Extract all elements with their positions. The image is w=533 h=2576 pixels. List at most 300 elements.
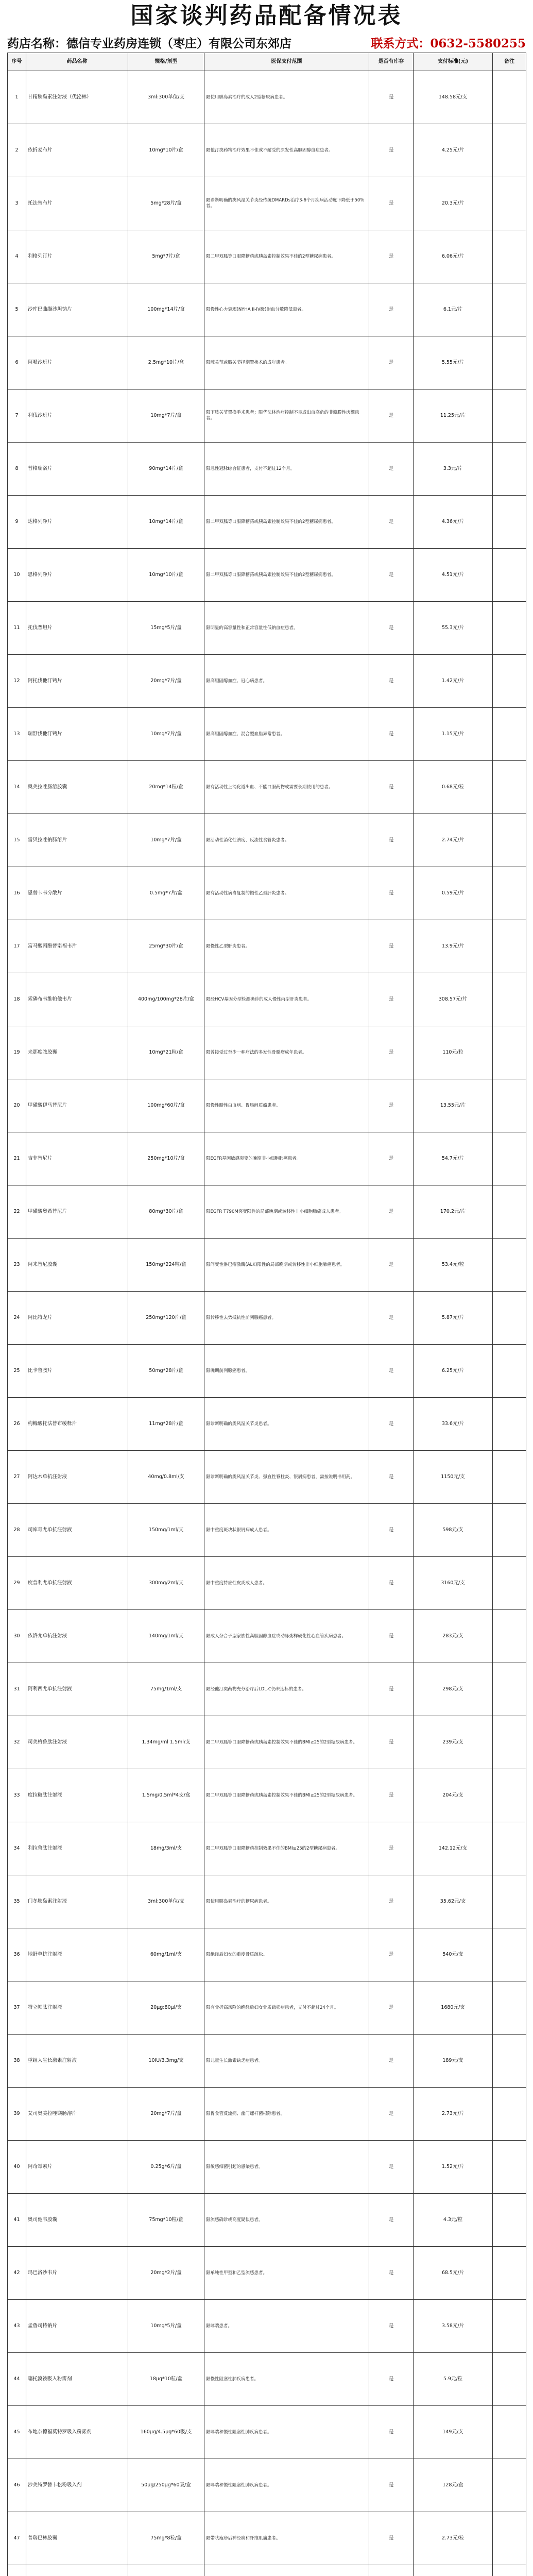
drug-name: 来那度胺胶囊 bbox=[26, 1026, 128, 1079]
stock-status: 是 bbox=[369, 1079, 414, 1132]
payment-standard: 2.74元/片 bbox=[414, 814, 493, 867]
drug-name: 枸橼酸托法替布缓释片 bbox=[26, 1398, 128, 1451]
drug-spec: 11mg*28片/盒 bbox=[128, 1398, 204, 1451]
row-note bbox=[493, 1132, 526, 1185]
table-row bbox=[8, 867, 526, 920]
row-number: 27 bbox=[8, 1451, 26, 1504]
page-title: 国家谈判药品配备情况表 bbox=[130, 3, 403, 29]
drug-spec: 75mg*8粒/盒 bbox=[128, 2512, 204, 2565]
drug-spec: 1.5mg/0.5ml*4支/盒 bbox=[128, 1769, 204, 1822]
table-row bbox=[8, 655, 526, 708]
drug-indication: 限成人杂合子型家族性高胆固醇血症或动脉粥样硬化性心血管疾病患者。 bbox=[204, 1610, 369, 1663]
row-number: 41 bbox=[8, 2194, 26, 2247]
drug-indication: 限诊断明确的类风湿关节炎、强直性脊柱炎、银屑病患者，需按说明书用药。 bbox=[204, 1451, 369, 1504]
row-number: 42 bbox=[8, 2247, 26, 2300]
drug-spec: 20mg*2片/盒 bbox=[128, 2247, 204, 2300]
row-note bbox=[493, 2088, 526, 2141]
row-number: 8 bbox=[8, 443, 26, 496]
drug-indication: 限间变性淋巴瘤激酶(ALK)阳性的局部晚期或转移性非小细胞肺癌患者。 bbox=[204, 1239, 369, 1292]
payment-standard: 3.3元/片 bbox=[414, 443, 493, 496]
table-row bbox=[8, 602, 526, 655]
payment-standard: 1.42元/片 bbox=[414, 655, 493, 708]
row-note bbox=[493, 655, 526, 708]
row-number: 21 bbox=[8, 1132, 26, 1185]
drug-name: 利伐沙班片 bbox=[26, 389, 128, 443]
drug-indication: 限二甲双胍等口服降糖药或胰岛素控制效果不佳的2型糖尿病患者。 bbox=[204, 549, 369, 602]
row-note bbox=[493, 1451, 526, 1504]
drug-name: 艾司奥美拉唑镁肠溶片 bbox=[26, 2088, 128, 2141]
drug-indication bbox=[204, 2565, 369, 2576]
drug-indication: 限慢性阻塞性肺疾病患者。 bbox=[204, 2353, 369, 2406]
drug-name: 阿比特龙片 bbox=[26, 1292, 128, 1345]
drug-spec: 10mg*7片/盒 bbox=[128, 814, 204, 867]
contact-phone: 联系方式：0632-5580255 bbox=[371, 36, 526, 50]
payment-standard: 142.12元/支 bbox=[414, 1822, 493, 1875]
row-number: 30 bbox=[8, 1610, 26, 1663]
drug-name bbox=[26, 2565, 128, 2576]
drug-name: 依洛尤单抗注射液 bbox=[26, 1610, 128, 1663]
row-note bbox=[493, 708, 526, 761]
drug-name: 甲磺酸伊马替尼片 bbox=[26, 1079, 128, 1132]
drug-spec: 10mg*7片/盒 bbox=[128, 708, 204, 761]
drug-indication: 限二甲双胍等口服降糖药或胰岛素控制效果不佳的BMI≥25的2型糖尿病患者。 bbox=[204, 1769, 369, 1822]
row-note bbox=[493, 2141, 526, 2194]
drug-spec: 10mg*10片/盒 bbox=[128, 549, 204, 602]
payment-standard: 204元/支 bbox=[414, 1769, 493, 1822]
row-number: 46 bbox=[8, 2459, 26, 2512]
drug-spec: 10mg*21粒/盒 bbox=[128, 1026, 204, 1079]
payment-standard: 1.15元/片 bbox=[414, 708, 493, 761]
stock-status: 是 bbox=[369, 496, 414, 549]
drug-indication: 限慢性髓性白血病、胃肠间质瘤患者。 bbox=[204, 1079, 369, 1132]
stock-status: 是 bbox=[369, 2141, 414, 2194]
row-number: 31 bbox=[8, 1663, 26, 1716]
table-row bbox=[8, 1557, 526, 1610]
table-row bbox=[8, 230, 526, 283]
stock-status bbox=[369, 2565, 414, 2576]
row-note bbox=[493, 920, 526, 973]
payment-standard: 2.73元/片 bbox=[414, 2088, 493, 2141]
row-number: 33 bbox=[8, 1769, 26, 1822]
drug-spec: 150mg/1ml/支 bbox=[128, 1504, 204, 1557]
row-number: 13 bbox=[8, 708, 26, 761]
table-row bbox=[8, 2300, 526, 2353]
drug-spec: 25mg*30片/盒 bbox=[128, 920, 204, 973]
drug-name: 阿利西尤单抗注射液 bbox=[26, 1663, 128, 1716]
table-row bbox=[8, 1504, 526, 1557]
drug-indication: 限单纯性甲型和乙型流感患者。 bbox=[204, 2247, 369, 2300]
drug-indication: 限经HCV基因分型检测确诊的成人慢性丙型肝炎患者。 bbox=[204, 973, 369, 1026]
drug-indication: 限绝经后妇女的重度骨质疏松。 bbox=[204, 1928, 369, 1981]
drug-spec: 1.34mg/ml 1.5ml/支 bbox=[128, 1716, 204, 1769]
drug-name: 恩替卡韦分散片 bbox=[26, 867, 128, 920]
table-row bbox=[8, 920, 526, 973]
table-row bbox=[8, 1026, 526, 1079]
table-row bbox=[8, 2565, 526, 2576]
drug-indication: 限下肢关节置换手术患者；限华法林治疗控制不良或出血高危的非瓣膜性房颤患者。 bbox=[204, 389, 369, 443]
row-number: 6 bbox=[8, 336, 26, 389]
drug-name: 阿奇霉素片 bbox=[26, 2141, 128, 2194]
drug-spec: 18mg/3ml/支 bbox=[128, 1822, 204, 1875]
header-spec: 规格/剂型 bbox=[128, 53, 204, 71]
payment-standard: 5.9元/粒 bbox=[414, 2353, 493, 2406]
row-note bbox=[493, 1398, 526, 1451]
drug-spec: 400mg/100mg*28片/盒 bbox=[128, 973, 204, 1026]
stock-status: 是 bbox=[369, 1875, 414, 1928]
payment-standard: 53.4元/粒 bbox=[414, 1239, 493, 1292]
row-number: 24 bbox=[8, 1292, 26, 1345]
drug-name: 奥司他韦胶囊 bbox=[26, 2194, 128, 2247]
stock-status: 是 bbox=[369, 973, 414, 1026]
pharmacy-name: 药店名称：德信专业药房连锁（枣庄）有限公司东郊店 bbox=[7, 36, 291, 50]
payment-standard: 5.55元/片 bbox=[414, 336, 493, 389]
stock-status: 是 bbox=[369, 761, 414, 814]
drug-name: 玛巴洛沙韦片 bbox=[26, 2247, 128, 2300]
drug-indication: 限使用胰岛素治疗的糖尿病患者。 bbox=[204, 1875, 369, 1928]
table-row bbox=[8, 177, 526, 230]
drug-spec: 3ml:300单位/支 bbox=[128, 1875, 204, 1928]
drug-indication: 限二甲双胍等口服降糖药或胰岛素控制效果不佳的BMI≥25的2型糖尿病患者。 bbox=[204, 1716, 369, 1769]
drug-spec: 75mg/1ml/支 bbox=[128, 1663, 204, 1716]
stock-status: 是 bbox=[369, 1398, 414, 1451]
stock-status: 是 bbox=[369, 655, 414, 708]
drug-indication: 限急性冠脉综合征患者，支付不超过12个月。 bbox=[204, 443, 369, 496]
drug-indication: 限有骨折高风险的绝经后妇女骨质疏松症患者，支付不超过24个月。 bbox=[204, 1981, 369, 2035]
row-note bbox=[493, 496, 526, 549]
header-no: 序号 bbox=[8, 53, 26, 71]
row-number: 12 bbox=[8, 655, 26, 708]
row-note bbox=[493, 1610, 526, 1663]
row-number: 36 bbox=[8, 1928, 26, 1981]
table-row bbox=[8, 1610, 526, 1663]
payment-standard: 6.06元/片 bbox=[414, 230, 493, 283]
drug-spec: 80mg*30片/盒 bbox=[128, 1185, 204, 1239]
row-note bbox=[493, 1026, 526, 1079]
table-row bbox=[8, 2035, 526, 2088]
row-note bbox=[493, 1663, 526, 1716]
row-number: 15 bbox=[8, 814, 26, 867]
payment-standard: 20.3元/片 bbox=[414, 177, 493, 230]
drug-spec: 10mg*5片/盒 bbox=[128, 2300, 204, 2353]
drug-name: 托伐普坦片 bbox=[26, 602, 128, 655]
table-row bbox=[8, 124, 526, 177]
payment-standard: 170.2元/片 bbox=[414, 1185, 493, 1239]
stock-status: 是 bbox=[369, 2353, 414, 2406]
header-indication: 医保支付范围 bbox=[204, 53, 369, 71]
row-note bbox=[493, 2247, 526, 2300]
row-note bbox=[493, 1557, 526, 1610]
row-note bbox=[493, 2406, 526, 2459]
table-row bbox=[8, 549, 526, 602]
drug-indication: 限诊断明确的类风湿关节炎经传统DMARDs治疗3-6个月疾病活动度下降低于50%者。 bbox=[204, 177, 369, 230]
drug-name: 依折麦布片 bbox=[26, 124, 128, 177]
table-row bbox=[8, 1185, 526, 1239]
drug-indication: 限慢性乙型肝炎患者。 bbox=[204, 920, 369, 973]
drug-spec: 140mg/1ml/支 bbox=[128, 1610, 204, 1663]
drug-indication: 限流感确诊或高度疑似患者。 bbox=[204, 2194, 369, 2247]
payment-standard: 3.58元/片 bbox=[414, 2300, 493, 2353]
payment-standard: 239元/支 bbox=[414, 1716, 493, 1769]
drug-spec: 50μg/250μg*60吸/盒 bbox=[128, 2459, 204, 2512]
row-note bbox=[493, 336, 526, 389]
drug-indication: 限EGFR基因敏感突变的晚期非小细胞肺癌患者。 bbox=[204, 1132, 369, 1185]
payment-standard: 1150元/支 bbox=[414, 1451, 493, 1504]
payment-standard: 128元/盒 bbox=[414, 2459, 493, 2512]
stock-status: 是 bbox=[369, 920, 414, 973]
drug-indication: 限二甲双胍等口服降糖药控制效果不佳的BMI≥25的2型糖尿病患者。 bbox=[204, 1822, 369, 1875]
row-note bbox=[493, 1185, 526, 1239]
drug-name: 替格瑞洛片 bbox=[26, 443, 128, 496]
stock-status: 是 bbox=[369, 124, 414, 177]
header-price: 支付标准(元) bbox=[414, 53, 493, 71]
drug-name: 索磷布韦维帕他韦片 bbox=[26, 973, 128, 1026]
drug-spec: 75mg*10粒/盒 bbox=[128, 2194, 204, 2247]
stock-status: 是 bbox=[369, 1451, 414, 1504]
drug-name: 孟鲁司特钠片 bbox=[26, 2300, 128, 2353]
drug-spec: 0.5mg*7片/盒 bbox=[128, 867, 204, 920]
drug-name: 阿托伐他汀钙片 bbox=[26, 655, 128, 708]
row-number: 1 bbox=[8, 71, 26, 124]
drug-name: 利格列汀片 bbox=[26, 230, 128, 283]
table-row bbox=[8, 1079, 526, 1132]
drug-spec: 5mg*28片/盒 bbox=[128, 177, 204, 230]
row-number: 14 bbox=[8, 761, 26, 814]
pharmacy-info-line bbox=[0, 32, 533, 53]
row-note bbox=[493, 1875, 526, 1928]
drug-indication: 限中重度特应性皮炎成人患者。 bbox=[204, 1557, 369, 1610]
stock-status: 是 bbox=[369, 549, 414, 602]
row-note bbox=[493, 2512, 526, 2565]
stock-status: 是 bbox=[369, 1185, 414, 1239]
row-note bbox=[493, 2035, 526, 2088]
drug-indication: 限明显的高容量性和正常容量性低钠血症患者。 bbox=[204, 602, 369, 655]
drug-spec: 20mg*7片/盒 bbox=[128, 655, 204, 708]
row-number bbox=[8, 2565, 26, 2576]
header-name: 药品名称 bbox=[26, 53, 128, 71]
row-note bbox=[493, 2565, 526, 2576]
row-note bbox=[493, 1292, 526, 1345]
drug-name: 阿哌沙班片 bbox=[26, 336, 128, 389]
drug-name: 富马酸丙酚替诺福韦片 bbox=[26, 920, 128, 973]
table-row bbox=[8, 1451, 526, 1504]
row-note bbox=[493, 1716, 526, 1769]
drug-name: 司美格鲁肽注射液 bbox=[26, 1716, 128, 1769]
stock-status: 是 bbox=[369, 814, 414, 867]
payment-standard: 3160元/支 bbox=[414, 1557, 493, 1610]
drug-spec: 250mg*120片/盒 bbox=[128, 1292, 204, 1345]
drug-spec: 10mg*10片/盒 bbox=[128, 124, 204, 177]
table-row bbox=[8, 1716, 526, 1769]
drug-indication: 限慢性心力衰竭(NYHA II-IV级)射血分数降低患者。 bbox=[204, 283, 369, 336]
drug-indication: 限活动性消化性溃疡、反流性食管炎患者。 bbox=[204, 814, 369, 867]
drug-indication: 限诊断明确的类风湿关节炎患者。 bbox=[204, 1398, 369, 1451]
drug-spec: 2.5mg*10片/盒 bbox=[128, 336, 204, 389]
table-body bbox=[8, 71, 526, 2576]
drug-indication: 限胃食管反流病、幽门螺杆菌根除患者。 bbox=[204, 2088, 369, 2141]
drug-spec: 20mg*14粒/盒 bbox=[128, 761, 204, 814]
row-note bbox=[493, 230, 526, 283]
drug-spec: 60mg/1ml/支 bbox=[128, 1928, 204, 1981]
drug-indication: 限哮喘患者。 bbox=[204, 2300, 369, 2353]
table-row bbox=[8, 708, 526, 761]
stock-status: 是 bbox=[369, 336, 414, 389]
drug-spec: 18μg*10粒/盒 bbox=[128, 2353, 204, 2406]
drug-name: 甘精胰岛素注射液（优泌林） bbox=[26, 71, 128, 124]
stock-status: 是 bbox=[369, 1716, 414, 1769]
payment-standard: 308.57元/片 bbox=[414, 973, 493, 1026]
payment-standard: 13.55元/片 bbox=[414, 1079, 493, 1132]
table-row bbox=[8, 1822, 526, 1875]
stock-status: 是 bbox=[369, 1822, 414, 1875]
stock-status: 是 bbox=[369, 2300, 414, 2353]
stock-status: 是 bbox=[369, 177, 414, 230]
table-row bbox=[8, 2512, 526, 2565]
drug-indication: 限晚期前列腺癌患者。 bbox=[204, 1345, 369, 1398]
row-note bbox=[493, 1504, 526, 1557]
row-note bbox=[493, 602, 526, 655]
drug-name: 瑞舒伐他汀钙片 bbox=[26, 708, 128, 761]
stock-status: 是 bbox=[369, 2035, 414, 2088]
row-number: 28 bbox=[8, 1504, 26, 1557]
drug-spec: 160μg/4.5μg*60吸/支 bbox=[128, 2406, 204, 2459]
payment-standard: 6.25元/片 bbox=[414, 1345, 493, 1398]
payment-standard: 13.9元/片 bbox=[414, 920, 493, 973]
drug-spec: 10mg*7片/盒 bbox=[128, 389, 204, 443]
table-row bbox=[8, 1398, 526, 1451]
row-note bbox=[493, 283, 526, 336]
drug-spec: 20μg:80μl/支 bbox=[128, 1981, 204, 2035]
drug-spec: 300mg/2ml/支 bbox=[128, 1557, 204, 1610]
row-note bbox=[493, 1822, 526, 1875]
drug-spec: 40mg/0.8ml/支 bbox=[128, 1451, 204, 1504]
row-number: 44 bbox=[8, 2353, 26, 2406]
table-row bbox=[8, 389, 526, 443]
payment-standard: 598元/支 bbox=[414, 1504, 493, 1557]
payment-standard: 0.59元/片 bbox=[414, 867, 493, 920]
drug-indication: 限经他汀类药物充分治疗后LDL-C仍未达标的患者。 bbox=[204, 1663, 369, 1716]
drug-indication: 限髋关节或膝关节择期置换术的成年患者。 bbox=[204, 336, 369, 389]
row-note bbox=[493, 549, 526, 602]
row-number: 18 bbox=[8, 973, 26, 1026]
stock-status: 是 bbox=[369, 2247, 414, 2300]
drug-spec bbox=[128, 2565, 204, 2576]
row-number: 32 bbox=[8, 1716, 26, 1769]
drug-spec: 15mg*5片/盒 bbox=[128, 602, 204, 655]
payment-standard: 283元/支 bbox=[414, 1610, 493, 1663]
drug-indication: 限儿童生长激素缺乏症患者。 bbox=[204, 2035, 369, 2088]
drug-name: 普瑞巴林胶囊 bbox=[26, 2512, 128, 2565]
row-number: 20 bbox=[8, 1079, 26, 1132]
drug-indication: 限高胆固醇血症、混合型血脂异常患者。 bbox=[204, 708, 369, 761]
table-row bbox=[8, 71, 526, 124]
row-number: 29 bbox=[8, 1557, 26, 1610]
row-number: 47 bbox=[8, 2512, 26, 2565]
drug-spec: 50mg*28片/盒 bbox=[128, 1345, 204, 1398]
row-number: 37 bbox=[8, 1981, 26, 2035]
drug-spec: 100mg*60片/盒 bbox=[128, 1079, 204, 1132]
payment-standard: 148.58元/支 bbox=[414, 71, 493, 124]
table-row bbox=[8, 1875, 526, 1928]
row-number: 40 bbox=[8, 2141, 26, 2194]
row-number: 35 bbox=[8, 1875, 26, 1928]
table-row bbox=[8, 2141, 526, 2194]
drug-indication: 限带状疱疹后神经痛和纤维肌痛患者。 bbox=[204, 2512, 369, 2565]
drug-indication: 限哮喘和慢性阻塞性肺疾病患者。 bbox=[204, 2406, 369, 2459]
row-number: 25 bbox=[8, 1345, 26, 1398]
payment-standard bbox=[414, 2565, 493, 2576]
drug-indication: 限EGFR T790M突变阳性的局部晚期或转移性非小细胞肺癌成人患者。 bbox=[204, 1185, 369, 1239]
payment-standard: 4.3元/粒 bbox=[414, 2194, 493, 2247]
table-row bbox=[8, 496, 526, 549]
drug-name: 比卡鲁胺片 bbox=[26, 1345, 128, 1398]
stock-status: 是 bbox=[369, 1928, 414, 1981]
payment-standard: 6.1元/片 bbox=[414, 283, 493, 336]
stock-status: 是 bbox=[369, 602, 414, 655]
drug-name: 吉非替尼片 bbox=[26, 1132, 128, 1185]
table-row bbox=[8, 1132, 526, 1185]
drug-spec: 20mg*7片/盒 bbox=[128, 2088, 204, 2141]
drug-indication: 限有活动性病毒复制的慢性乙型肝炎患者。 bbox=[204, 867, 369, 920]
table-row bbox=[8, 2353, 526, 2406]
row-number: 26 bbox=[8, 1398, 26, 1451]
drug-name: 司库奇尤单抗注射液 bbox=[26, 1504, 128, 1557]
row-note bbox=[493, 2353, 526, 2406]
payment-standard: 0.68元/粒 bbox=[414, 761, 493, 814]
payment-standard: 4.36元/片 bbox=[414, 496, 493, 549]
row-number: 9 bbox=[8, 496, 26, 549]
drug-name: 度普利尤单抗注射液 bbox=[26, 1557, 128, 1610]
stock-status: 是 bbox=[369, 1557, 414, 1610]
drug-indication: 限二甲双胍等口服降糖药或胰岛素控制效果不佳的2型糖尿病患者。 bbox=[204, 496, 369, 549]
row-note bbox=[493, 1928, 526, 1981]
payment-standard: 149元/支 bbox=[414, 2406, 493, 2459]
drug-spec: 0.25g*6片/盒 bbox=[128, 2141, 204, 2194]
stock-status: 是 bbox=[369, 230, 414, 283]
table-row bbox=[8, 1239, 526, 1292]
table-row bbox=[8, 2088, 526, 2141]
drug-name: 沙美特罗替卡松粉吸入剂 bbox=[26, 2459, 128, 2512]
table-row bbox=[8, 2247, 526, 2300]
row-number: 34 bbox=[8, 1822, 26, 1875]
stock-status: 是 bbox=[369, 2512, 414, 2565]
row-note bbox=[493, 2194, 526, 2247]
drug-name: 特立帕肽注射液 bbox=[26, 1981, 128, 2035]
drug-indication: 限转移性去势抵抗性前列腺癌患者。 bbox=[204, 1292, 369, 1345]
table-row bbox=[8, 1292, 526, 1345]
table-row bbox=[8, 1928, 526, 1981]
drug-name: 恩格列净片 bbox=[26, 549, 128, 602]
stock-status: 是 bbox=[369, 283, 414, 336]
payment-standard: 4.25元/片 bbox=[414, 124, 493, 177]
row-note bbox=[493, 443, 526, 496]
row-note bbox=[493, 71, 526, 124]
row-note bbox=[493, 1981, 526, 2035]
table-row bbox=[8, 1345, 526, 1398]
row-note bbox=[493, 2459, 526, 2512]
payment-standard: 55.3元/片 bbox=[414, 602, 493, 655]
stock-status: 是 bbox=[369, 1504, 414, 1557]
payment-standard: 5.87元/片 bbox=[414, 1292, 493, 1345]
table-row bbox=[8, 2194, 526, 2247]
drug-name: 奥美拉唑肠溶胶囊 bbox=[26, 761, 128, 814]
stock-status: 是 bbox=[369, 1239, 414, 1292]
drug-indication: 限哮喘和慢性阻塞性肺疾病患者。 bbox=[204, 2459, 369, 2512]
row-note bbox=[493, 1239, 526, 1292]
table-row bbox=[8, 973, 526, 1026]
header-stock: 是否有库存 bbox=[369, 53, 414, 71]
payment-standard: 110元/粒 bbox=[414, 1026, 493, 1079]
drug-name: 利拉鲁肽注射液 bbox=[26, 1822, 128, 1875]
